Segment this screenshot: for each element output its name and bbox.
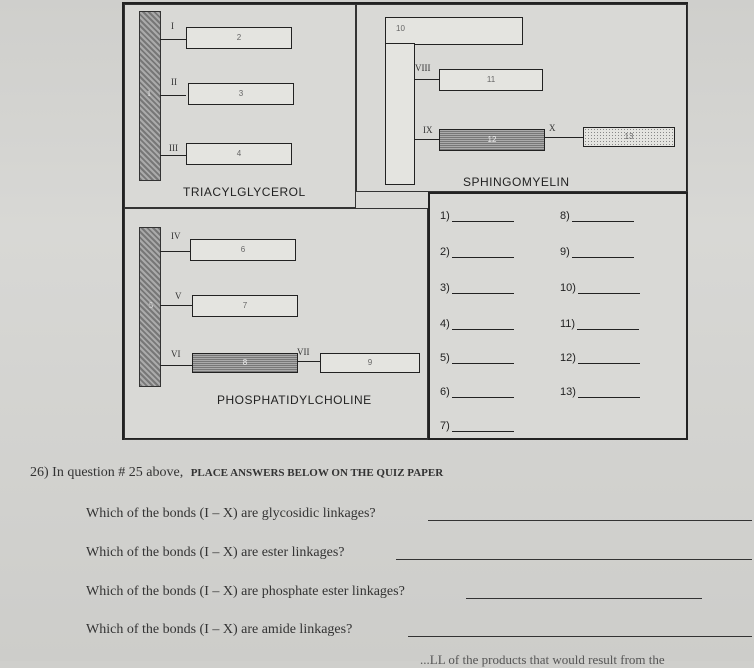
blank-line — [452, 353, 514, 364]
bond-I — [160, 39, 186, 40]
blank-line — [578, 387, 640, 398]
bond-label-I: I — [171, 21, 174, 31]
phosphate-box-8: 8 — [192, 353, 298, 373]
blank-line — [577, 319, 639, 330]
bond-label-III: III — [169, 143, 178, 153]
blank-line — [452, 421, 514, 432]
question-amide: Which of the bonds (I – X) are amide linkages? — [86, 622, 353, 637]
question-instruction: PLACE ANSWERS BELOW ON THE QUIZ PAPER — [190, 467, 444, 479]
phosphatidylcholine-panel — [124, 208, 428, 440]
sphingosine-stem — [385, 43, 415, 185]
blank-8: 8) — [560, 210, 634, 222]
fatty-acid-box-3: 3 — [188, 83, 294, 105]
question-header: 26) In question # 25 above, PLACE ANSWERS BELOW ON THE QUIZ PAPER — [30, 465, 444, 480]
blank-line — [452, 387, 514, 398]
bond-label-VIII: VIII — [415, 63, 431, 73]
bond-X — [545, 137, 583, 138]
answer-line-phosphate-ester[interactable] — [466, 598, 702, 599]
bond-label-X: X — [549, 123, 556, 133]
blank-13: 13) — [560, 386, 640, 398]
blank-12: 12) — [560, 352, 640, 364]
blank-9: 9) — [560, 246, 634, 258]
bond-IV — [160, 251, 190, 252]
phosphate-box-12: 12 — [439, 129, 545, 151]
backbone-label-5: 5 — [149, 301, 153, 310]
answer-line-ester[interactable] — [396, 559, 752, 560]
blank-line — [572, 211, 634, 222]
blank-line — [452, 247, 514, 258]
blank-line — [578, 283, 640, 294]
lipid-diagram — [122, 2, 688, 440]
bond-VIII — [415, 79, 439, 80]
blank-5: 5) — [440, 352, 514, 364]
fatty-acid-box-7: 7 — [192, 295, 298, 317]
blank-2: 2) — [440, 246, 514, 258]
bond-V — [160, 305, 192, 306]
blank-10: 10) — [560, 282, 640, 294]
backbone-label-1: 1 — [147, 89, 151, 98]
bond-label-IX: IX — [423, 125, 433, 135]
answer-line-amide[interactable] — [408, 636, 752, 637]
blank-line — [578, 353, 640, 364]
blank-6: 6) — [440, 386, 514, 398]
question-glycosidic: Which of the bonds (I – X) are glycosidic linkages? — [86, 506, 376, 521]
bond-VI — [160, 365, 192, 366]
blank-4: 4) — [440, 318, 514, 330]
question-phosphate-ester: Which of the bonds (I – X) are phosphate ester linkages? — [86, 584, 405, 599]
blank-7: 7) — [440, 420, 514, 432]
triacylglycerol-panel — [124, 4, 356, 208]
answer-blanks-panel — [428, 192, 688, 440]
bond-label-II: II — [171, 77, 177, 87]
choline-box-13: 13 — [583, 127, 675, 147]
sphingomyelin-panel — [356, 4, 688, 192]
blank-1: 1) — [440, 210, 514, 222]
blank-line — [452, 319, 514, 330]
blank-11: 11) — [560, 318, 639, 330]
bond-IX — [415, 139, 439, 140]
trailing-cut-text: ...LL of the products that would result from the — [420, 652, 665, 667]
bond-label-VI: VI — [171, 349, 181, 359]
answer-line-glycosidic[interactable] — [428, 520, 752, 521]
blank-line — [572, 247, 634, 258]
fatty-acid-box-4: 4 — [186, 143, 292, 165]
bond-label-IV: IV — [171, 231, 181, 241]
phosphatidylcholine-title: PHOSPHATIDYLCHOLINE — [217, 393, 372, 407]
fatty-acid-box-11: 11 — [439, 69, 543, 91]
question-ester: Which of the bonds (I – X) are ester linkages? — [86, 545, 345, 560]
blank-3: 3) — [440, 282, 514, 294]
sphingosine-top-box-10: 10 — [385, 17, 523, 45]
fatty-acid-box-2: 2 — [186, 27, 292, 49]
sphingomyelin-title: SPHINGOMYELIN — [463, 175, 570, 189]
bond-label-V: V — [175, 291, 182, 301]
blank-line — [452, 211, 514, 222]
blank-line — [452, 283, 514, 294]
bond-III — [160, 155, 186, 156]
bond-label-VII: VII — [297, 347, 310, 357]
bond-II — [160, 95, 186, 96]
choline-box-9: 9 — [320, 353, 420, 373]
bond-VII — [298, 361, 320, 362]
triacylglycerol-title: TRIACYLGLYCEROL — [183, 185, 306, 199]
fatty-acid-box-6: 6 — [190, 239, 296, 261]
